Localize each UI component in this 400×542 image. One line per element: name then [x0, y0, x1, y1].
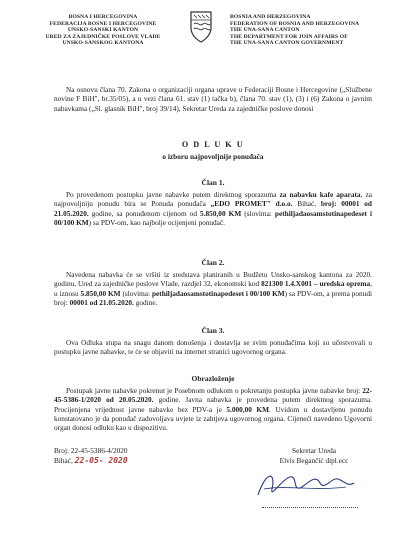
article-1-part: ) sa PDV-om, kao najbolje ocijenjeni ponuđač.	[88, 217, 225, 227]
header-left-line: UNSKO-SANSKI KANTON	[67, 27, 139, 34]
signature-line	[262, 507, 358, 508]
article-1-part: „EDO PROMET" d.o.o.	[210, 199, 293, 209]
article-2-part: 821300 1.4.X001 – uredska oprema	[261, 279, 371, 289]
article-1-part: Bihać,	[292, 199, 321, 209]
place-date	[54, 456, 128, 466]
handwritten-signature	[246, 465, 366, 505]
signatory-title: Sekretar Ureda	[292, 446, 336, 455]
article-2-part: pethiljadaosamstotinapedeset i 00/100 KM	[151, 288, 285, 298]
article-1-part: broj: 00001 od 21.05.2020.	[54, 199, 372, 218]
date-stamp: 22-05- 2020	[74, 455, 128, 465]
reasoning-heading: Obrazloženje	[191, 374, 235, 383]
reasoning-part: godine. Javna nabavka je provedena putem direktnog sporazuma. Procijenjena vrijednost javne nabavke bez PDV-a je	[54, 395, 372, 414]
header-right-line: BOSNIA AND HERZEGOVINA	[230, 14, 311, 20]
header-right-line: FEDERATION OF BOSNIA AND HERZEGOVINA	[230, 20, 360, 27]
document-title: O D L U K U	[181, 140, 245, 149]
article-2-part: (slovima:	[120, 288, 152, 298]
article-1-part: pethiljadaosamstotinapedeset i 00/100 KM	[54, 208, 373, 227]
signature-block	[272, 446, 356, 465]
article-2-heading: Član 2.	[201, 258, 225, 267]
coat-of-arms-icon	[189, 10, 213, 44]
place: Bihać,	[54, 455, 73, 465]
article-2-part: Navedena nabavka će se vršiti iz sredstava planiranih u Budžetu Unsko-sanskog kantona za 2020. godinu, Ured za zajedničke poslove Vlade, razdjel 32, ekonomski kod	[54, 270, 372, 289]
header-left	[28, 14, 178, 47]
article-1-part: , za najpovoljniju ponudu bira se Ponuda ponuđača	[54, 190, 372, 209]
reasoning-part: 5.000,00 KM	[226, 404, 269, 414]
footer-left	[54, 446, 128, 465]
article-1-part: za nabavku kafe aparata	[279, 190, 361, 199]
file-number: Broj: 22-45-5386-4/2020	[54, 446, 128, 455]
preamble: Na osnovu člana 70. Zakona o organizaciji organa uprave u Federaciji Bosne i Hercegovine („Službene novine F BiH", br.35/05), a u vezi člana 61. stav (1) tačka b), člana 70. stav (1), (3) i (6) Zakona o javnim nabavkama („Sl. glasnik BiH", broj 39/14), Sekretar Ureda za zajedničke poslove donosi	[54, 85, 372, 113]
article-1-part: 5.850,00 KM	[200, 208, 242, 218]
header-left-line: URED ZA ZAJEDNIČKE POSLOVE VLADE	[45, 33, 161, 40]
article-3-heading: Član 3.	[201, 326, 225, 335]
header-right-line: THE UNA-SANA CANTON GOVERNMENT	[230, 40, 344, 47]
article-3-text: Ova Odluka stupa na snagu danom donošenja i dostavlja se svim ponuđačima koji su učestvovali u postupku javne nabavke, te će se objaviti na internet stranici ugovornog organa.	[54, 338, 372, 357]
reasoning-part: 22-45-5386-1/2020 od 20.05.2020.	[54, 386, 372, 405]
header-left-line: BOSNA I HERCEGOVINA	[68, 14, 138, 20]
header-right-line: THE UNA-SANA CANTON	[230, 27, 300, 34]
reasoning-part: Postupak javne nabavke pokrenut je Posebnom odlukom o pokretanju postupka javne nabavke broj:	[66, 386, 363, 395]
article-1-part: (slovima:	[241, 208, 275, 218]
signatory-name: Elvis Begančić dipl.ecc	[279, 455, 349, 465]
article-2-part: ) sa PDV-om, a prema ponudi broj:	[54, 288, 372, 307]
article-2-part: godine.	[133, 297, 158, 307]
article-2-text	[54, 270, 372, 307]
article-1-part: Po provedenom postupku javne nabavke putem direktnog sporazuma	[66, 190, 280, 199]
header-left-line: UNSKO-SANSKOG KANTONA	[62, 40, 144, 47]
reasoning-part: . Uvidom u dostavljenu ponudu konstatovano je da ponuđač zadovoljava uvjete iz zahtjeva ugovornog organa. Cijeneći navedeno Ugovorni organ donosi odluku kao u dispozitivu.	[54, 404, 372, 433]
article-1-part: godine, sa ponuđenom cijenom od	[88, 208, 201, 218]
article-2-part: 00001 od 21.05.2020.	[69, 297, 134, 307]
article-2-part: 5.850,00 KM	[80, 288, 121, 298]
header-right	[230, 14, 390, 47]
header-left-line: FEDERACIJA BOSNE I HERCEGOVINE	[49, 20, 157, 27]
reasoning-text	[54, 386, 372, 432]
header-right-line: THE DEPARTMENT FOR JOIN AFFAIRS OF	[230, 33, 348, 40]
article-1-heading: Član 1.	[201, 178, 225, 187]
article-2-part: , u iznosu	[54, 279, 372, 298]
article-1-text	[54, 190, 372, 227]
document-subtitle: o izboru najpovoljnije ponuđača	[162, 152, 264, 161]
